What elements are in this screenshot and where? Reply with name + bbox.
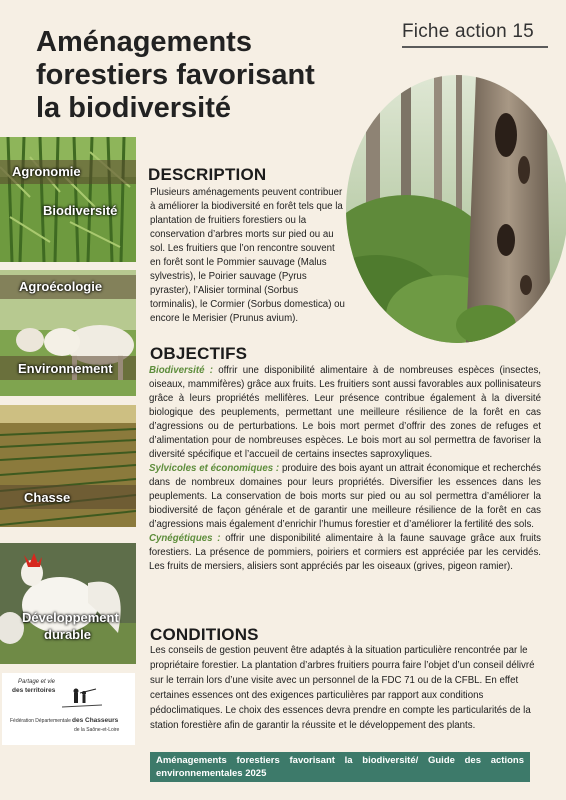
fiche-underline bbox=[402, 46, 548, 48]
logo-tagline-2: des territoires bbox=[12, 687, 56, 694]
keyword-cynegetiques: Cynégétiques : bbox=[149, 533, 221, 544]
federation-logo bbox=[2, 673, 135, 745]
keyword-biodiversite: Biodiversité : bbox=[149, 365, 213, 376]
objectifs-heading: OBJECTIFS bbox=[150, 344, 248, 363]
vineyard-photo bbox=[0, 405, 136, 527]
label-developpement: Développement bbox=[22, 610, 119, 625]
cows-photo bbox=[0, 270, 136, 396]
label-agronomie: Agronomie bbox=[12, 164, 81, 179]
label-durable: durable bbox=[44, 627, 91, 642]
rooster-illustration bbox=[0, 543, 136, 664]
biodiversite-text: offrir une disponibilité alimentaire à de nombreuses espèces (insectes, oiseaux, mammifères) grâce aux fruits. Les fruitiers sont aussi favorables aux pollinisateurs grâce à leurs propriétés mellifères. Leur présence contribue également à la diversité biologique des peuplements, permettant une meilleure résilience de la forêt en cas d’agressions ou de perturbations. Le bois mort permet d’offrir des zones de refuges et d’alimentation pour de nombreuses espèces. Le bois mort au sol permettra de favoriser la diversité spécifique et l’accueil de certains insectes saproxyliques. bbox=[149, 365, 542, 460]
page-title bbox=[36, 26, 386, 125]
title-line-2: forestiers favorisant bbox=[36, 59, 315, 91]
label-chasse: Chasse bbox=[24, 490, 71, 505]
logo-org-3: de la Saône-et-Loire bbox=[74, 727, 120, 733]
footer-banner: Aménagements forestiers favorisant la biodiversité/ Guide des actions environnementales 2025 bbox=[150, 752, 530, 782]
logo-org-1: Fédération Départementale bbox=[10, 718, 71, 724]
rooster-photo bbox=[0, 543, 136, 664]
logo-org-2: des Chasseurs bbox=[72, 717, 119, 724]
description-text: Plusieurs aménagements peuvent contribuer à améliorer la biodiversité en forêt tels que la plantation de fruitiers forestiers ou la conservation d’arbres morts sur pied ou au sol. Les fruitiers que l’on rencontre souvent en forêt sont le Pommier sauvage (Malus sylvestris), le Poirier sauvage (Pyrus pyraster), l’Alisier torminal (Sorbus torminalis), le Cormier (Sorbus domestica) ou encore le Merisier (Prunus avium). bbox=[150, 187, 345, 324]
dead-tree-illustration bbox=[346, 75, 566, 343]
title-line-1: Aménagements bbox=[36, 26, 252, 58]
title-line-3: la biodiversité bbox=[36, 92, 232, 124]
cornfield-photo bbox=[0, 137, 136, 262]
sidebar-photos bbox=[0, 137, 136, 664]
hunter-silhouette-icon bbox=[62, 687, 102, 711]
logo-tagline-1: Partage et vie bbox=[18, 679, 56, 685]
label-biodiversite: Biodiversité bbox=[43, 203, 118, 218]
keyword-sylvicoles: Sylvicoles et économiques : bbox=[149, 463, 280, 474]
label-agroecologie: Agroécologie bbox=[19, 279, 103, 294]
conditions-text: Les conseils de gestion peuvent être adaptés à la situation particulière rencontrée par le propriétaire forestier. La plantation d’arbres fruitiers pourra faire l’objet d’un conseil délivré sur le terrain lors d’une visite avec un personnel de la FDC 71 ou de la CFBL. En effet certaines essences ont des exigences particulières par rapport aux conditions pédoclimatiques. Le choix des essences devra prendre en compte les particularités de la station forestière afin de garantir la réussite et le développement des plants. bbox=[150, 645, 535, 731]
description-heading: DESCRIPTION bbox=[148, 165, 267, 184]
forest-photo bbox=[346, 75, 566, 343]
cornfield-illustration bbox=[0, 137, 136, 262]
sylvicoles-text: produire des bois ayant un attrait économique et recherchés dans de nombreux domaines pour leurs propriétés. Diversifier les essences dans les peuplements. La conservation de bois morts sur pied ou au sol permettra d’améliorer la biodiversité de façon générale et de garantir une meilleure résilience de la forêt en cas d’agressions mais également d’enrichir l’humus forestier et d’améliorer la fertilité des sols. bbox=[149, 463, 541, 530]
cynegetiques-text: offrir une disponibilité alimentaire à la faune sauvage grâce aux fruits forestiers. La présence de pommiers, poiriers et cormiers est appréciée par les cervidés. Les fruits de mersiers, alisiers sont appréciés par les oiseaux (grives, pigeon ramier). bbox=[149, 533, 541, 572]
conditions-heading: CONDITIONS bbox=[150, 625, 259, 644]
objectifs-text bbox=[149, 364, 541, 574]
label-environnement: Environnement bbox=[18, 361, 113, 376]
fiche-number: Fiche action 15 bbox=[402, 21, 534, 42]
